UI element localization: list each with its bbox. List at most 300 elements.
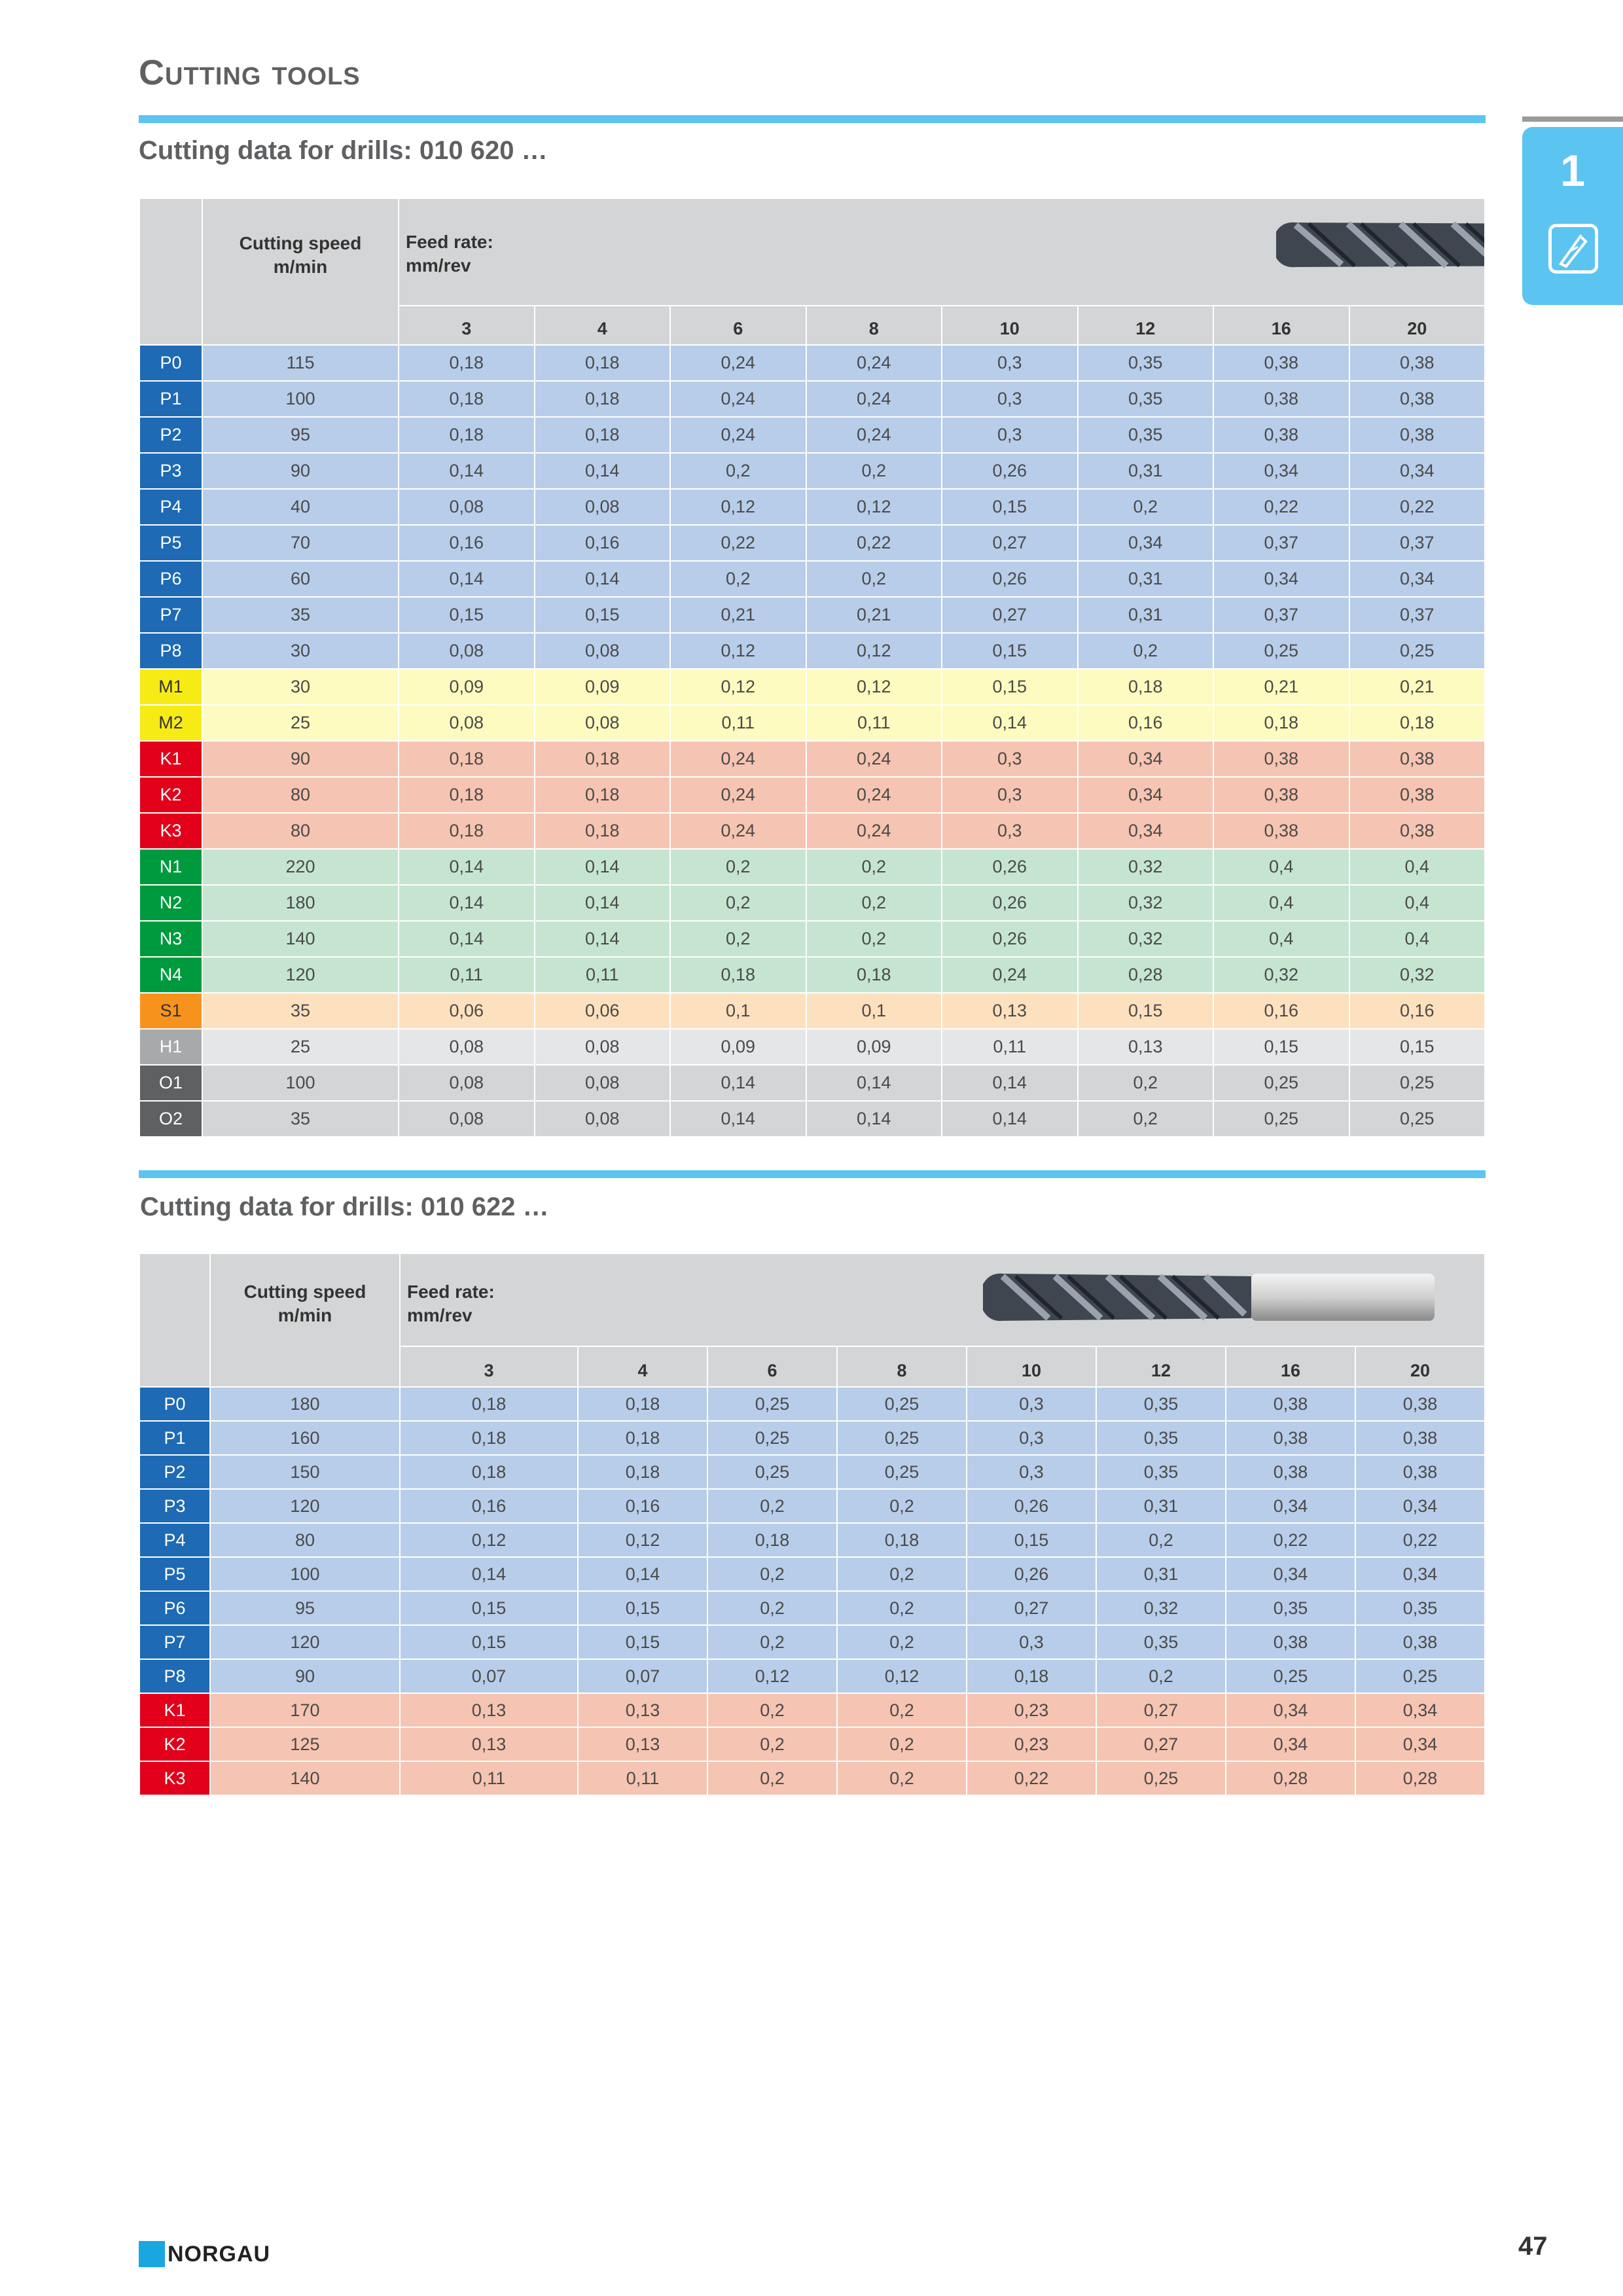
feed-rate-value: 0,31 [1096, 1489, 1226, 1523]
feed-rate-value: 0,18 [535, 777, 671, 813]
drill-icon [1548, 224, 1598, 274]
feed-rate-value: 0,2 [707, 1761, 837, 1795]
feed-rate-value: 0,3 [942, 813, 1078, 849]
feed-rate-value: 0,38 [1355, 1387, 1485, 1421]
table-row [139, 1591, 1485, 1625]
feed-rate-value: 0,18 [806, 957, 942, 993]
brand-name: NORGAU [168, 2242, 271, 2267]
feed-rate-value: 0,14 [578, 1557, 707, 1591]
table-row [139, 1065, 1485, 1101]
feed-rate-value: 0,1 [806, 993, 942, 1029]
feed-rate-value: 0,3 [942, 417, 1078, 453]
feed-rate-value: 0,12 [578, 1523, 707, 1557]
feed-rate-value: 0,2 [806, 453, 942, 489]
feed-rate-value: 0,22 [1349, 489, 1486, 525]
material-code: P5 [139, 525, 202, 561]
material-code: K3 [139, 1761, 210, 1795]
material-code: K2 [139, 1727, 210, 1761]
feed-rate-label: Feed rate: [406, 232, 493, 252]
feed-rate-value: 0,34 [1226, 1489, 1355, 1523]
feed-rate-value: 0,26 [942, 561, 1078, 597]
feed-rate-value: 0,24 [806, 777, 942, 813]
feed-rate-value: 0,3 [967, 1455, 1096, 1489]
feed-rate-value: 0,18 [1213, 705, 1349, 741]
feed-rate-value: 0,34 [1226, 1727, 1355, 1761]
feed-rate-value: 0,15 [1078, 993, 1214, 1029]
section-rule [139, 1170, 1486, 1178]
feed-rate-value: 0,2 [1096, 1523, 1226, 1557]
feed-rate-value: 0,38 [1355, 1421, 1485, 1455]
feed-rate-value: 0,22 [1213, 489, 1349, 525]
feed-rate-value: 0,38 [1213, 417, 1349, 453]
cutting-speed-label: Cutting speed [239, 233, 362, 253]
cutting-speed-value: 60 [202, 561, 399, 597]
material-code: N4 [139, 957, 202, 993]
feed-rate-value: 0,12 [400, 1523, 578, 1557]
feed-rate-value: 0,3 [967, 1421, 1096, 1455]
cutting-speed-value: 40 [202, 489, 399, 525]
feed-rate-value: 0,14 [399, 885, 535, 921]
feed-rate-value: 0,35 [1096, 1455, 1226, 1489]
feed-rate-value: 0,24 [806, 417, 942, 453]
cutting-speed-value: 120 [210, 1625, 400, 1659]
feed-rate-value: 0,2 [837, 1727, 967, 1761]
feed-rate-value: 0,25 [1213, 1101, 1349, 1137]
cutting-data-table-010620 [139, 198, 1486, 1138]
table-row [139, 1761, 1485, 1795]
feed-rate-value: 0,23 [967, 1727, 1096, 1761]
feed-rate-value: 0,2 [806, 885, 942, 921]
feed-rate-value: 0,38 [1355, 1455, 1485, 1489]
table-row [139, 1557, 1485, 1591]
cutting-speed-value: 140 [210, 1761, 400, 1795]
feed-rate-value: 0,16 [535, 525, 671, 561]
feed-rate-value: 0,25 [1349, 1101, 1486, 1137]
size-header: 10 [967, 1346, 1096, 1387]
feed-rate-value: 0,37 [1213, 525, 1349, 561]
feed-rate-value: 0,32 [1213, 957, 1349, 993]
feed-rate-value: 0,27 [1096, 1693, 1226, 1727]
feed-rate-value: 0,18 [967, 1659, 1096, 1693]
table-row [139, 1101, 1485, 1137]
feed-rate-value: 0,24 [806, 345, 942, 381]
feed-rate-value: 0,34 [1078, 525, 1214, 561]
feed-rate-value: 0,13 [400, 1693, 578, 1727]
feed-rate-value: 0,12 [837, 1659, 967, 1693]
material-code: P8 [139, 1659, 210, 1693]
material-code: N1 [139, 849, 202, 885]
feed-rate-value: 0,2 [837, 1761, 967, 1795]
feed-rate-value: 0,08 [535, 1065, 671, 1101]
table2-title: Cutting data for drills: 010 622 … [140, 1193, 549, 1221]
feed-rate-value: 0,2 [670, 885, 806, 921]
feed-rate-value: 0,2 [707, 1727, 837, 1761]
feed-rate-value: 0,35 [1078, 381, 1214, 417]
material-code: P6 [139, 561, 202, 597]
chapter-tab[interactable] [1522, 127, 1623, 305]
feed-rate-value: 0,12 [806, 669, 942, 705]
table-row [139, 345, 1485, 381]
feed-rate-unit: mm/rev [407, 1305, 473, 1325]
feed-rate-value: 0,4 [1213, 921, 1349, 957]
feed-rate-value: 0,14 [942, 705, 1078, 741]
feed-rate-value: 0,2 [670, 849, 806, 885]
feed-rate-value: 0,18 [578, 1387, 707, 1421]
feed-rate-value: 0,14 [535, 849, 671, 885]
size-header: 4 [535, 306, 671, 345]
table-row [139, 1727, 1485, 1761]
feed-rate-value: 0,18 [578, 1455, 707, 1489]
cutting-speed-value: 30 [202, 633, 399, 669]
feed-rate-value: 0,32 [1096, 1591, 1226, 1625]
feed-rate-value: 0,11 [942, 1029, 1078, 1065]
feed-rate-value: 0,37 [1349, 597, 1486, 633]
feed-rate-value: 0,18 [535, 345, 671, 381]
cutting-speed-value: 160 [210, 1421, 400, 1455]
feed-rate-value: 0,25 [1226, 1659, 1355, 1693]
material-code: K3 [139, 813, 202, 849]
cutting-speed-value: 220 [202, 849, 399, 885]
feed-rate-value: 0,38 [1355, 1625, 1485, 1659]
cutting-speed-value: 95 [202, 417, 399, 453]
cutting-speed-value: 30 [202, 669, 399, 705]
feed-rate-value: 0,34 [1355, 1489, 1485, 1523]
feed-rate-value: 0,34 [1078, 741, 1214, 777]
feed-rate-value: 0,31 [1096, 1557, 1226, 1591]
feed-rate-value: 0,4 [1349, 921, 1486, 957]
feed-rate-value: 0,16 [1213, 993, 1349, 1029]
feed-rate-value: 0,24 [670, 381, 806, 417]
feed-rate-value: 0,12 [670, 669, 806, 705]
feed-rate-value: 0,2 [1096, 1659, 1226, 1693]
cutting-speed-value: 140 [202, 921, 399, 957]
feed-rate-value: 0,08 [535, 1101, 671, 1137]
table-row [139, 633, 1485, 669]
table-row [139, 453, 1485, 489]
drill-010622-image [976, 1265, 1448, 1330]
table-row [139, 669, 1485, 705]
feed-rate-value: 0,07 [578, 1659, 707, 1693]
feed-rate-value: 0,15 [399, 597, 535, 633]
feed-rate-value: 0,25 [707, 1455, 837, 1489]
feed-rate-value: 0,34 [1355, 1727, 1485, 1761]
table1-title: Cutting data for drills: 010 620 … [139, 136, 548, 165]
feed-rate-value: 0,2 [670, 453, 806, 489]
material-code: P8 [139, 633, 202, 669]
material-header-cell [139, 1253, 210, 1387]
feed-rate-value: 0,14 [535, 561, 671, 597]
table-row [139, 1029, 1485, 1065]
feed-rate-value: 0,34 [1349, 561, 1486, 597]
material-code: M1 [139, 669, 202, 705]
feed-rate-value: 0,21 [806, 597, 942, 633]
feed-rate-value: 0,25 [1349, 1065, 1486, 1101]
feed-rate-value: 0,08 [535, 705, 671, 741]
feed-rate-value: 0,3 [942, 345, 1078, 381]
feed-rate-value: 0,07 [400, 1659, 578, 1693]
feed-rate-value: 0,24 [670, 417, 806, 453]
feed-rate-value: 0,2 [837, 1591, 967, 1625]
feed-rate-value: 0,27 [942, 525, 1078, 561]
cutting-speed-value: 90 [202, 453, 399, 489]
material-code: K1 [139, 741, 202, 777]
feed-rate-value: 0,18 [1349, 705, 1486, 741]
cutting-speed-header [210, 1253, 400, 1387]
norgau-logo-mark [139, 2241, 165, 2267]
feed-rate-value: 0,21 [1349, 669, 1486, 705]
feed-rate-value: 0,38 [1213, 345, 1349, 381]
feed-rate-value: 0,22 [806, 525, 942, 561]
feed-rate-value: 0,38 [1213, 813, 1349, 849]
feed-rate-value: 0,34 [1078, 813, 1214, 849]
material-code: O1 [139, 1065, 202, 1101]
feed-rate-value: 0,18 [707, 1523, 837, 1557]
feed-rate-value: 0,38 [1226, 1625, 1355, 1659]
cutting-speed-label: Cutting speed [243, 1282, 366, 1302]
table-row [139, 489, 1485, 525]
table-row [139, 1387, 1485, 1421]
feed-rate-value: 0,2 [806, 561, 942, 597]
feed-rate-value: 0,18 [535, 381, 671, 417]
feed-rate-value: 0,1 [670, 993, 806, 1029]
feed-rate-value: 0,32 [1078, 921, 1214, 957]
feed-rate-value: 0,32 [1078, 885, 1214, 921]
chapter-tab-line [1522, 117, 1623, 122]
feed-rate-value: 0,32 [1078, 849, 1214, 885]
feed-rate-value: 0,18 [1078, 669, 1214, 705]
feed-rate-value: 0,12 [670, 633, 806, 669]
feed-rate-value: 0,2 [1078, 633, 1214, 669]
size-header: 8 [806, 306, 942, 345]
feed-rate-value: 0,34 [1213, 453, 1349, 489]
feed-rate-value: 0,22 [670, 525, 806, 561]
feed-rate-value: 0,14 [806, 1065, 942, 1101]
material-code: N2 [139, 885, 202, 921]
feed-rate-value: 0,18 [399, 381, 535, 417]
cutting-speed-value: 70 [202, 525, 399, 561]
feed-rate-value: 0,18 [399, 417, 535, 453]
table-row [139, 1625, 1485, 1659]
feed-rate-value: 0,26 [967, 1489, 1096, 1523]
size-header: 6 [707, 1346, 837, 1387]
feed-rate-value: 0,15 [578, 1625, 707, 1659]
cutting-speed-value: 100 [202, 381, 399, 417]
cutting-speed-value: 80 [202, 777, 399, 813]
feed-rate-value: 0,09 [399, 669, 535, 705]
feed-rate-value: 0,11 [535, 957, 671, 993]
cutting-speed-value: 25 [202, 1029, 399, 1065]
size-header: 12 [1096, 1346, 1226, 1387]
feed-rate-value: 0,15 [400, 1625, 578, 1659]
feed-rate-value: 0,22 [1355, 1523, 1485, 1557]
feed-rate-value: 0,13 [400, 1727, 578, 1761]
cutting-speed-value: 35 [202, 1101, 399, 1137]
size-header: 4 [578, 1346, 707, 1387]
feed-rate-value: 0,24 [806, 813, 942, 849]
feed-rate-value: 0,21 [1213, 669, 1349, 705]
table-row [139, 381, 1485, 417]
feed-rate-value: 0,14 [399, 453, 535, 489]
feed-rate-value: 0,4 [1213, 885, 1349, 921]
feed-rate-value: 0,08 [535, 489, 671, 525]
size-header: 3 [400, 1346, 578, 1387]
feed-rate-value: 0,38 [1213, 777, 1349, 813]
cutting-speed-unit: m/min [273, 257, 328, 277]
feed-rate-value: 0,13 [578, 1693, 707, 1727]
cutting-speed-value: 150 [210, 1455, 400, 1489]
cutting-speed-value: 115 [202, 345, 399, 381]
size-header: 12 [1078, 306, 1214, 345]
feed-rate-value: 0,08 [399, 489, 535, 525]
table2-body [139, 1387, 1485, 1795]
cutting-speed-header [202, 198, 399, 345]
feed-rate-value: 0,13 [1078, 1029, 1214, 1065]
feed-rate-value: 0,15 [942, 489, 1078, 525]
feed-rate-value: 0,2 [837, 1557, 967, 1591]
material-code: P7 [139, 597, 202, 633]
feed-rate-value: 0,12 [806, 489, 942, 525]
material-code: P0 [139, 1387, 210, 1421]
material-code: P5 [139, 1557, 210, 1591]
feed-rate-value: 0,11 [670, 705, 806, 741]
cutting-speed-value: 180 [202, 885, 399, 921]
feed-rate-value: 0,12 [670, 489, 806, 525]
feed-rate-value: 0,14 [535, 885, 671, 921]
feed-rate-value: 0,24 [670, 777, 806, 813]
feed-rate-value: 0,09 [670, 1029, 806, 1065]
table-row [139, 417, 1485, 453]
table-row [139, 957, 1485, 993]
feed-rate-value: 0,08 [399, 1101, 535, 1137]
feed-rate-value: 0,31 [1078, 597, 1214, 633]
feed-rate-value: 0,3 [967, 1625, 1096, 1659]
feed-rate-value: 0,18 [578, 1421, 707, 1455]
cutting-speed-value: 125 [210, 1727, 400, 1761]
feed-rate-value: 0,08 [535, 633, 671, 669]
feed-rate-value: 0,13 [578, 1727, 707, 1761]
size-header: 16 [1226, 1346, 1355, 1387]
feed-rate-value: 0,3 [942, 381, 1078, 417]
cutting-speed-value: 90 [202, 741, 399, 777]
feed-rate-value: 0,3 [942, 777, 1078, 813]
feed-rate-value: 0,27 [942, 597, 1078, 633]
feed-rate-value: 0,2 [837, 1693, 967, 1727]
feed-rate-value: 0,2 [707, 1489, 837, 1523]
feed-rate-value: 0,35 [1355, 1591, 1485, 1625]
feed-rate-value: 0,2 [837, 1489, 967, 1523]
feed-rate-value: 0,12 [806, 633, 942, 669]
feed-rate-value: 0,37 [1213, 597, 1349, 633]
cutting-speed-unit: m/min [277, 1305, 332, 1325]
feed-rate-value: 0,25 [837, 1387, 967, 1421]
feed-rate-value: 0,38 [1226, 1455, 1355, 1489]
feed-rate-value: 0,35 [1096, 1421, 1226, 1455]
feed-rate-value: 0,34 [1355, 1557, 1485, 1591]
size-header: 20 [1355, 1346, 1485, 1387]
material-code: P1 [139, 381, 202, 417]
feed-rate-value: 0,14 [399, 921, 535, 957]
feed-rate-value: 0,27 [1096, 1727, 1226, 1761]
feed-rate-value: 0,21 [670, 597, 806, 633]
feed-rate-value: 0,11 [400, 1761, 578, 1795]
feed-rate-value: 0,26 [942, 921, 1078, 957]
material-code: N3 [139, 921, 202, 957]
feed-rate-value: 0,25 [1355, 1659, 1485, 1693]
feed-rate-value: 0,09 [806, 1029, 942, 1065]
feed-rate-value: 0,28 [1355, 1761, 1485, 1795]
feed-rate-value: 0,18 [535, 813, 671, 849]
feed-rate-header [399, 198, 1485, 306]
cutting-speed-value: 120 [210, 1489, 400, 1523]
feed-rate-value: 0,15 [1349, 1029, 1486, 1065]
material-code: P4 [139, 489, 202, 525]
cutting-speed-value: 90 [210, 1659, 400, 1693]
feed-rate-value: 0,31 [1078, 453, 1214, 489]
feed-rate-value: 0,2 [670, 561, 806, 597]
feed-rate-value: 0,18 [399, 741, 535, 777]
feed-rate-value: 0,15 [400, 1591, 578, 1625]
feed-rate-value: 0,24 [670, 813, 806, 849]
feed-rate-value: 0,16 [400, 1489, 578, 1523]
feed-rate-value: 0,2 [707, 1625, 837, 1659]
feed-rate-value: 0,38 [1349, 381, 1486, 417]
material-code: P3 [139, 1489, 210, 1523]
feed-rate-value: 0,15 [1213, 1029, 1349, 1065]
feed-rate-value: 0,18 [399, 345, 535, 381]
table-row [139, 561, 1485, 597]
feed-rate-value: 0,16 [399, 525, 535, 561]
feed-rate-value: 0,35 [1096, 1625, 1226, 1659]
feed-rate-value: 0,4 [1213, 849, 1349, 885]
feed-rate-value: 0,25 [1349, 633, 1486, 669]
material-code: P7 [139, 1625, 210, 1659]
feed-rate-label: Feed rate: [407, 1282, 495, 1302]
cutting-speed-value: 80 [210, 1523, 400, 1557]
table-row [139, 1659, 1485, 1693]
feed-rate-value: 0,16 [578, 1489, 707, 1523]
feed-rate-value: 0,25 [837, 1421, 967, 1455]
feed-rate-value: 0,16 [1078, 705, 1214, 741]
feed-rate-value: 0,16 [1349, 993, 1486, 1029]
feed-rate-value: 0,2 [707, 1693, 837, 1727]
cutting-speed-value: 180 [210, 1387, 400, 1421]
feed-rate-value: 0,23 [967, 1693, 1096, 1727]
feed-rate-value: 0,14 [806, 1101, 942, 1137]
feed-rate-value: 0,18 [400, 1421, 578, 1455]
feed-rate-value: 0,08 [399, 1065, 535, 1101]
feed-rate-value: 0,18 [670, 957, 806, 993]
page-number: 47 [1518, 2232, 1548, 2261]
feed-rate-value: 0,35 [1226, 1591, 1355, 1625]
feed-rate-value: 0,35 [1078, 345, 1214, 381]
feed-rate-value: 0,08 [399, 633, 535, 669]
cutting-speed-value: 100 [210, 1557, 400, 1591]
size-header: 6 [670, 306, 806, 345]
table-row [139, 1693, 1485, 1727]
feed-rate-value: 0,34 [1078, 777, 1214, 813]
cutting-data-table-010622 [139, 1253, 1486, 1796]
feed-rate-value: 0,38 [1213, 381, 1349, 417]
feed-rate-value: 0,35 [1078, 417, 1214, 453]
feed-rate-value: 0,14 [942, 1101, 1078, 1137]
feed-rate-value: 0,13 [942, 993, 1078, 1029]
feed-rate-value: 0,35 [1096, 1387, 1226, 1421]
material-header-cell [139, 198, 202, 345]
feed-rate-value: 0,14 [942, 1065, 1078, 1101]
feed-rate-value: 0,26 [942, 453, 1078, 489]
size-header: 3 [399, 306, 535, 345]
table-row [139, 849, 1485, 885]
